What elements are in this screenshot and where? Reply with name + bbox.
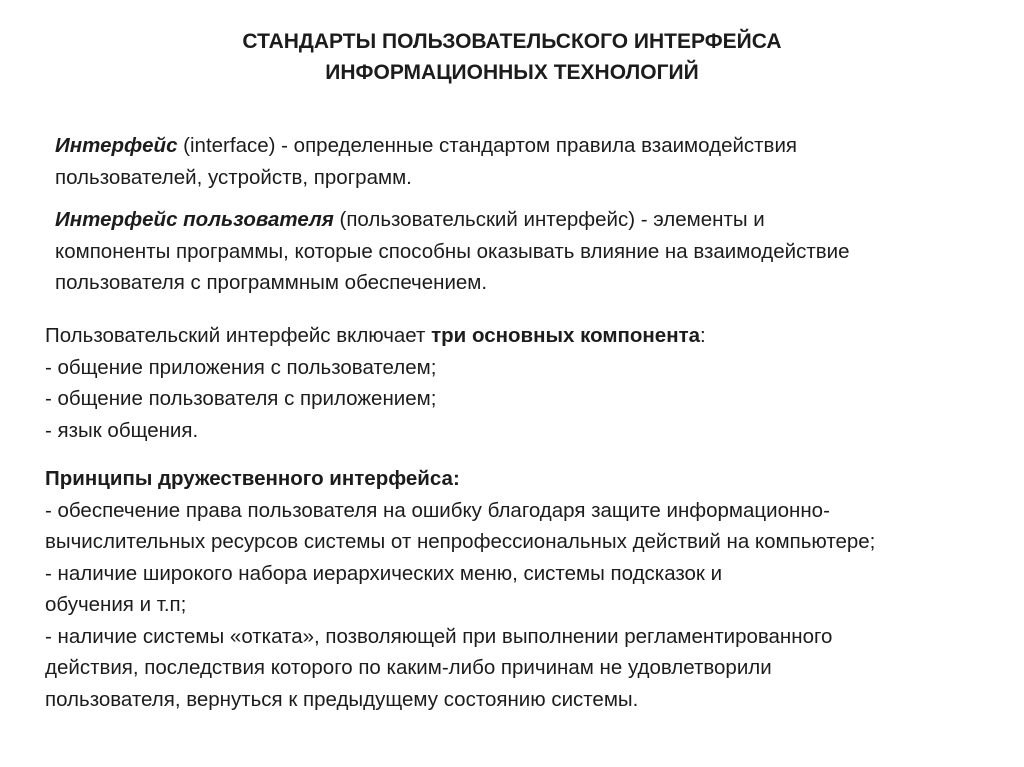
interface-definition-line-1 <box>55 130 797 162</box>
principles-line-3: - наличие широкого набора иерархических меню, системы подсказок и <box>45 561 723 585</box>
components-intro-text: Пользовательский интерфейс включает <box>45 324 432 347</box>
interface-definition-text: (interface) - определенные стандартом правила взаимодействия <box>177 134 797 157</box>
user-interface-definition-line-1 <box>55 204 850 236</box>
user-interface-term: Интерфейс пользователя <box>55 208 334 231</box>
principles-heading: Принципы дружественного интерфейса: <box>45 467 460 490</box>
user-interface-definition-line-2: компоненты программы, которые способны оказывать влияние на взаимодействие <box>55 239 850 263</box>
components-intro-colon: : <box>700 324 706 347</box>
components-item-1: - общение приложения с пользователем; <box>45 355 437 379</box>
components-item-3: - язык общения. <box>45 418 199 442</box>
components-item-2: - общение пользователя с приложением; <box>45 387 437 410</box>
user-interface-definition-text: (пользовательский интерфейс) - элементы и <box>333 208 765 231</box>
principles-line-7: пользователя, вернуться к предыдущему состоянию системы. <box>45 687 639 711</box>
interface-definition <box>55 130 797 193</box>
principles-line-5: - наличие системы «отката», позволяющей при выполнении регламентированного <box>45 624 833 648</box>
user-interface-definition-line-3: пользователя с программным обеспечением. <box>55 271 488 294</box>
principles-line-1: - обеспечение права пользователя на ошибку благодаря защите информационно- <box>45 498 830 522</box>
slide-title <box>0 26 1024 88</box>
principles-line-2: вычислительных ресурсов системы от непрофессиональных действий на компьютере; <box>45 530 876 553</box>
components-intro <box>45 320 706 352</box>
interface-term: Интерфейс <box>55 134 178 157</box>
components-section <box>45 320 706 446</box>
principles-line-6: действия, последствия которого по каким-либо причинам не удовлетворили <box>45 656 772 679</box>
principles-section <box>45 463 875 715</box>
slide-title-line-2: ИНФОРМАЦИОННЫХ ТЕХНОЛОГИЙ <box>325 61 699 84</box>
slide-title-line-1: СТАНДАРТЫ ПОЛЬЗОВАТЕЛЬСКОГО ИНТЕРФЕЙСА <box>242 30 782 53</box>
interface-definition-line-2: пользователей, устройств, программ. <box>55 165 412 189</box>
principles-line-4: обучения и т.п; <box>45 593 187 616</box>
components-intro-bold: три основных компонента <box>431 324 701 347</box>
user-interface-definition <box>55 204 850 299</box>
